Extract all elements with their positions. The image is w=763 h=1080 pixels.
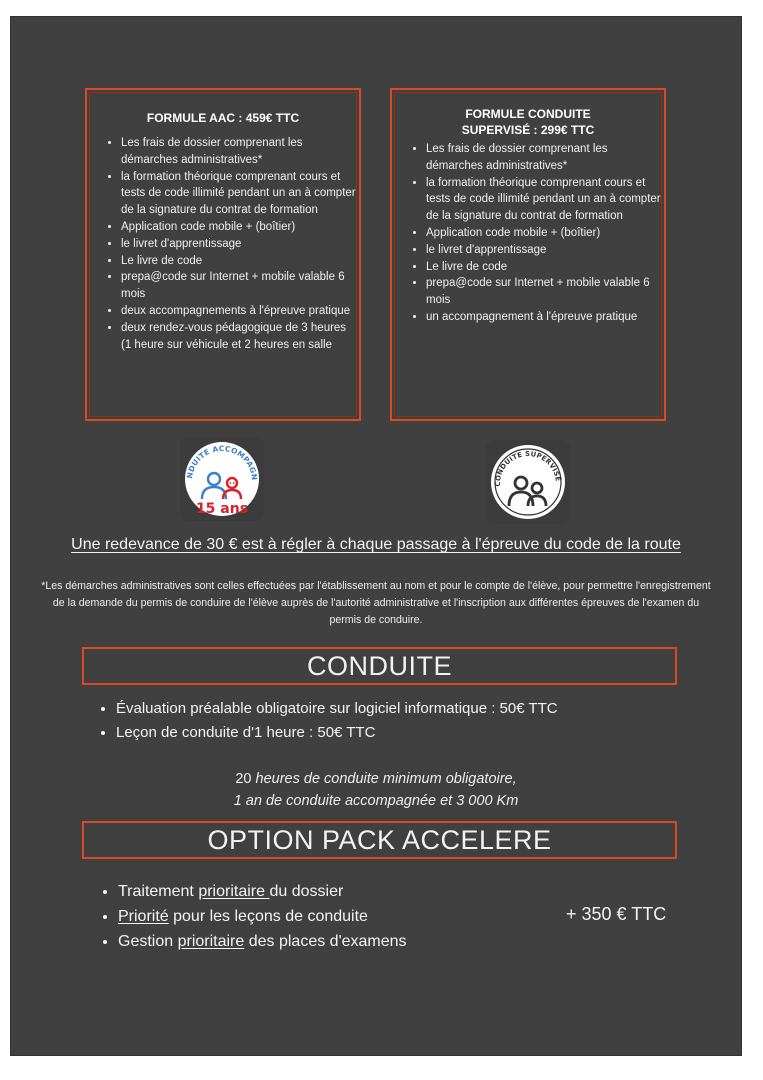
formule-supervise-list	[392, 141, 664, 326]
conduite-accompagnee-logo-svg	[180, 437, 264, 521]
formule-supervise-title-line2: SUPERVISÉ : 299€ TTC	[461, 123, 595, 137]
formule-aac-title: FORMULE AAC : 459€ TTC	[146, 111, 300, 125]
pack-heading: OPTION PACK ACCELERE	[82, 821, 677, 859]
list-item: • un accompagnement à l'épreuve pratique	[426, 309, 664, 326]
list-item: • deux accompagnements à l'épreuve pratique	[121, 303, 359, 320]
list-item: • prepa@code sur Internet + mobile valable 6 mois	[121, 269, 359, 303]
logo-aac-age: 15 ans	[195, 501, 249, 517]
conduite-accompagnee-logo-icon	[180, 437, 264, 521]
list-item: • prepa@code sur Internet + mobile valable 6 mois	[426, 275, 664, 309]
list-item	[118, 904, 407, 929]
list-item: • Évaluation préalable obligatoire sur logiciel informatique : 50€ TTC	[116, 697, 558, 721]
mention-line1: heures de conduite minimum obligatoire,	[251, 771, 517, 787]
pack-list	[98, 879, 407, 954]
mention-line2: 1 an de conduite accompagnée et 3 000 Km	[233, 793, 519, 809]
redevance-notice: Une redevance de 30 € est à régler à chaque passage à l'épreuve du code de la route	[71, 536, 681, 553]
list-item: • la formation théorique comprenant cours et tests de code illimité pendant un an à compter de la signature du contrat de formation	[426, 175, 664, 225]
list-item: • le livret d'apprentissage	[426, 242, 664, 259]
pack-item1-underlined: prioritaire	[198, 883, 270, 900]
list-item: • Application code mobile + (boîtier)	[426, 225, 664, 242]
list-item: • Le livre de code	[426, 259, 664, 276]
pack-price: + 350 € TTC	[566, 904, 667, 924]
conduite-list	[90, 697, 558, 745]
formule-supervise-title	[392, 106, 664, 138]
conduite-supervisee-logo-svg	[486, 440, 570, 524]
list-item: • Application code mobile + (boîtier)	[121, 219, 359, 236]
pack-item1-pre: Traitement	[118, 883, 199, 900]
list-item	[118, 879, 407, 904]
list-item: • Les frais de dossier comprenant les démarches administratives*	[426, 141, 664, 175]
list-item: • la formation théorique comprenant cours et tests de code illimité pendant un an à compter de la signature du contrat de formation	[121, 169, 359, 219]
list-item: • Les frais de dossier comprenant les démarches administratives*	[121, 135, 359, 169]
pack-item3-underlined: prioritaire	[177, 933, 245, 950]
pack-item2-underlined: Priorité	[118, 908, 169, 925]
list-item	[118, 929, 407, 954]
conduite-heading: CONDUITE	[82, 647, 677, 685]
formule-aac-list	[87, 135, 359, 353]
document-page	[10, 16, 742, 1056]
conduite-supervisee-logo-icon	[486, 440, 570, 524]
conduite-mentions	[10, 768, 742, 812]
logo-aac-arc-text: NDUITE ACCOMPAGN	[185, 443, 260, 481]
logo-supervise-arc-text: CONDUITE SUPERVISÉ	[493, 449, 562, 487]
formule-supervise-card	[390, 88, 666, 421]
pack-item3-post: des places d'examens	[244, 933, 407, 950]
list-item: • deux rendez-vous pédagogique de 3 heures (1 heure sur véhicule et 2 heures en salle	[121, 320, 359, 354]
mention-hours-number: 20	[235, 771, 252, 787]
pack-item2-post: pour les leçons de conduite	[168, 908, 368, 925]
pack-item3-pre: Gestion	[118, 933, 178, 950]
list-item: • le livret d'apprentissage	[121, 236, 359, 253]
formule-aac-card	[85, 88, 361, 421]
list-item: • Le livre de code	[121, 253, 359, 270]
footnote: *Les démarches administratives sont celles effectuées par l'établissement au nom et pour le compte de l'élève, pour permettre l'enregistrement de la demande du permis de conduire de l'élève auprès de l'autorité administrative et l'inscription aux différentes épreuves de l'examen du permis de conduire.	[41, 580, 711, 626]
pack-item1-post: du dossier	[269, 883, 344, 900]
formule-supervise-title-line1: FORMULE CONDUITE	[465, 107, 591, 121]
list-item: • Leçon de conduite d'1 heure : 50€ TTC	[116, 721, 558, 745]
